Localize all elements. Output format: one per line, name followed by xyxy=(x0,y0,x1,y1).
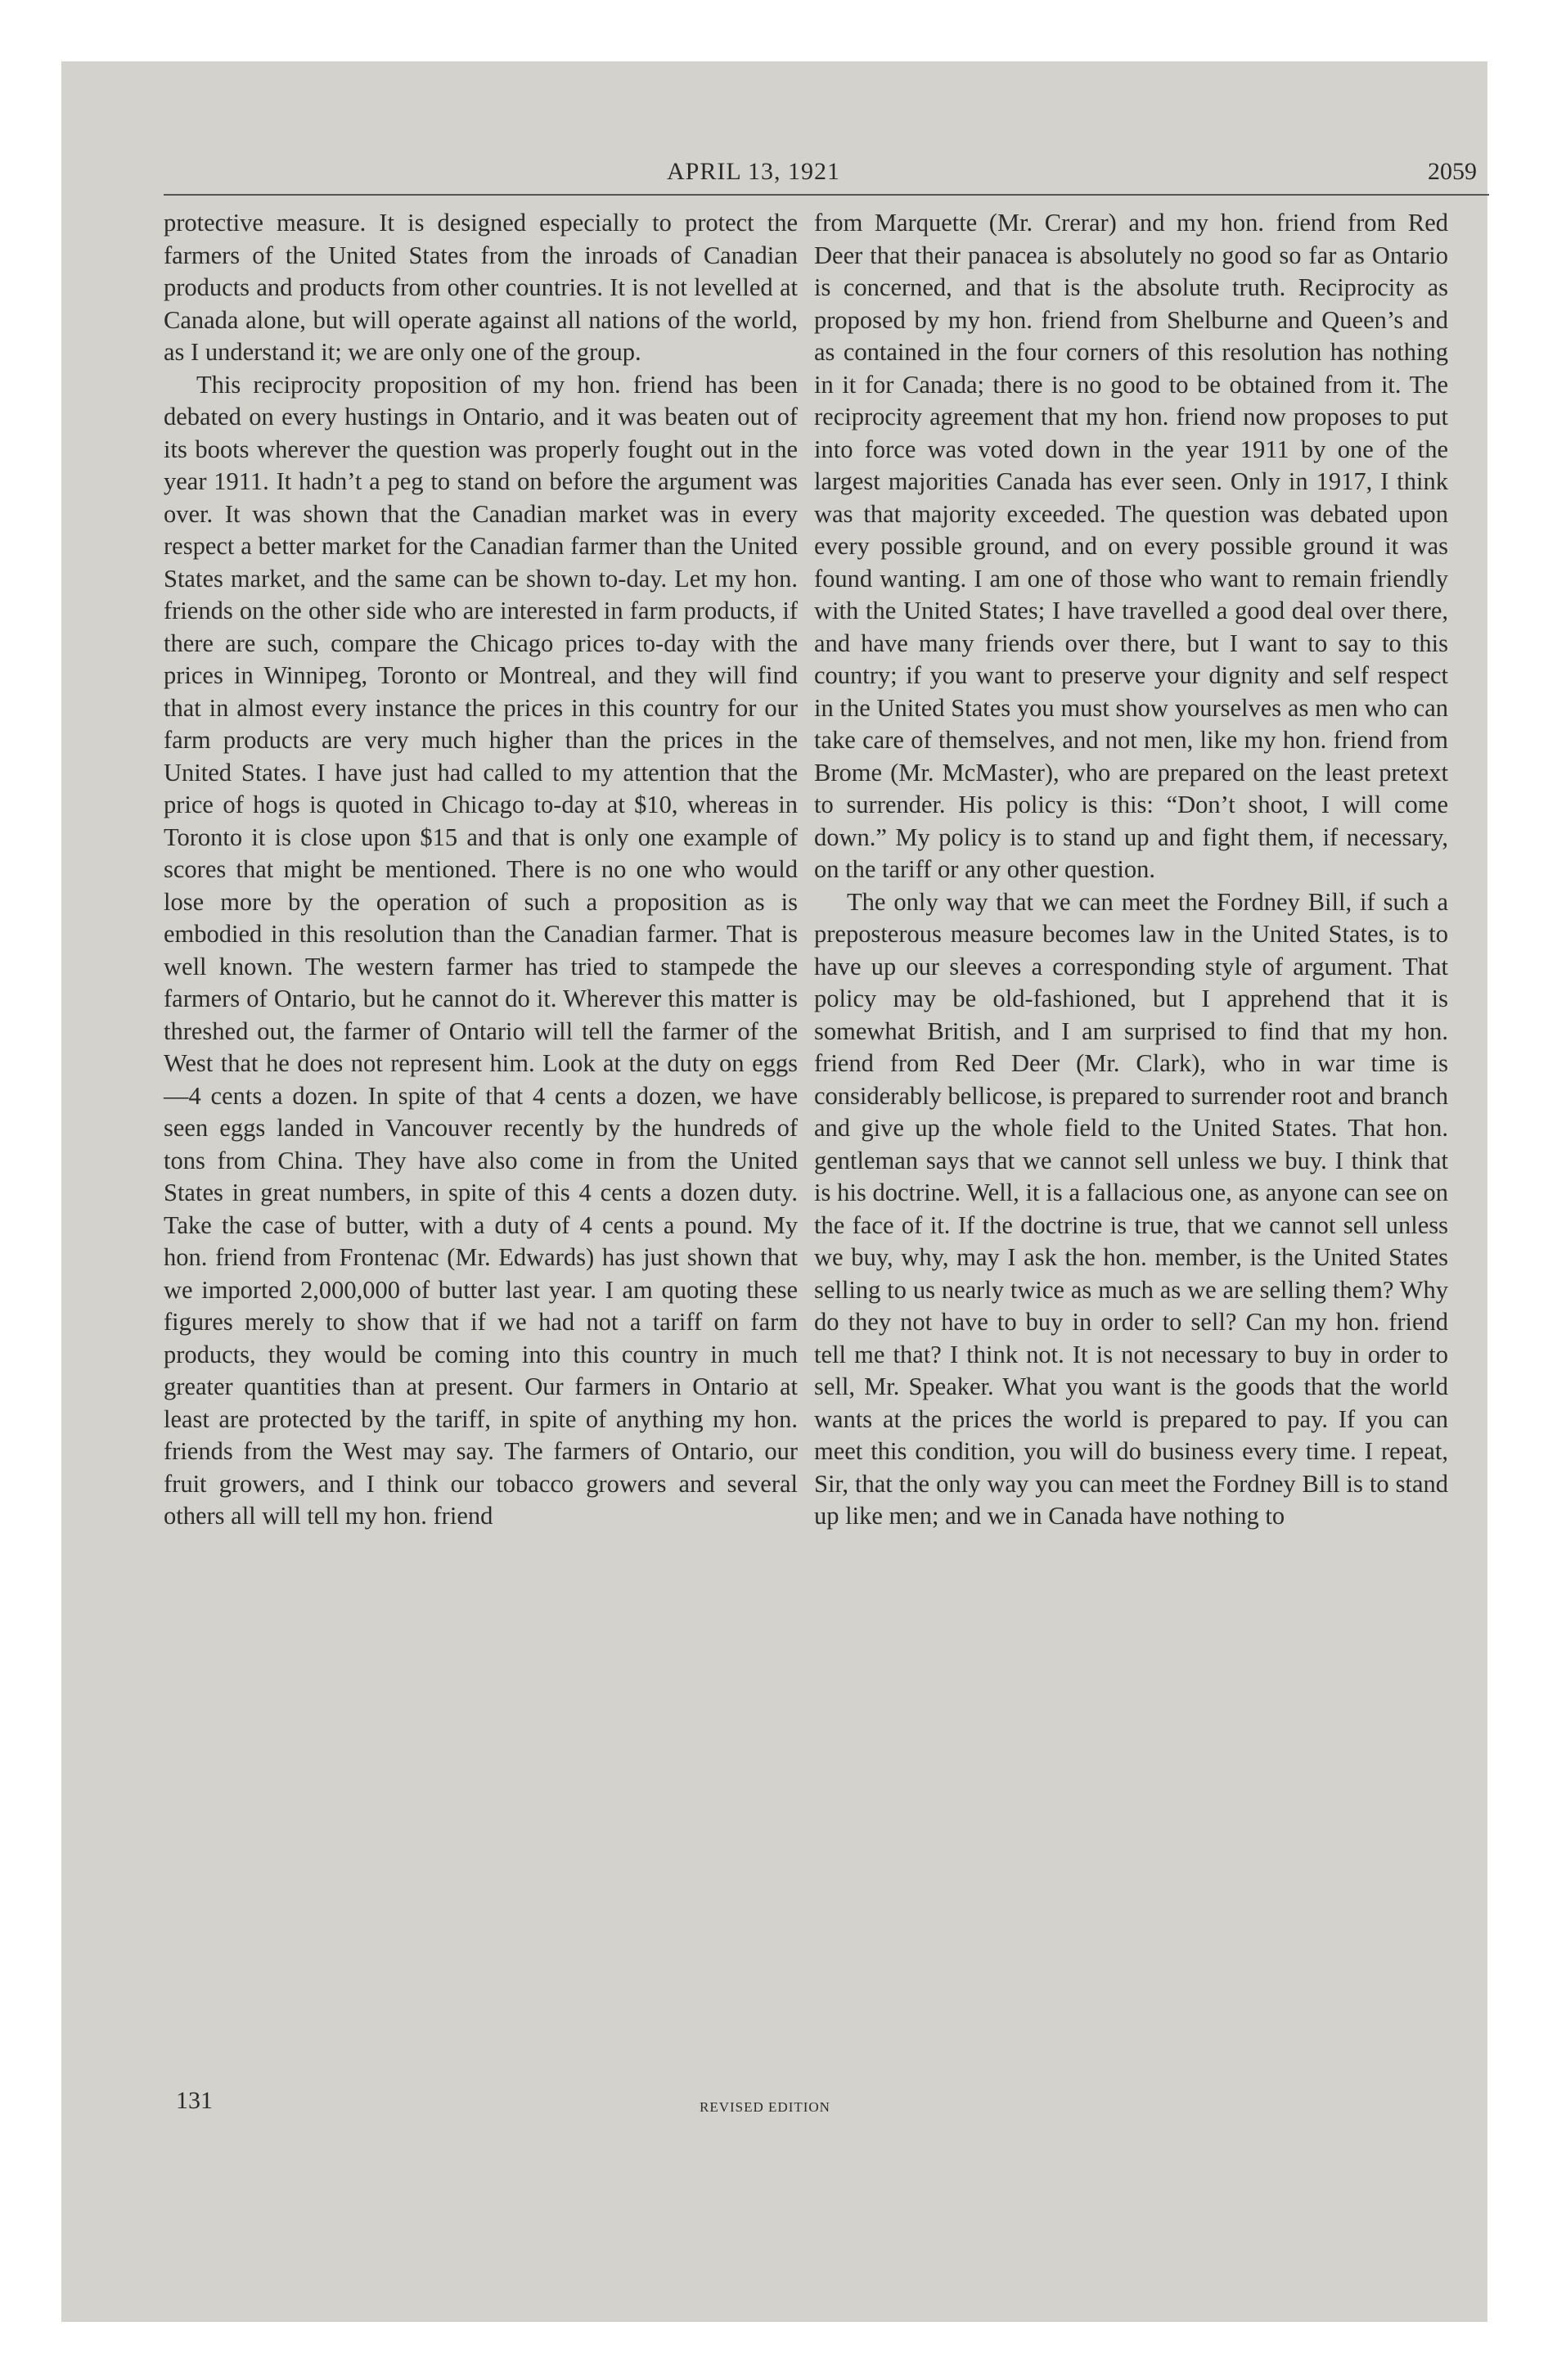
paragraph: protective measure. It is designed especially to protect the farmers of the United States from the inroads of Canadian products and products from other countries. It is not levelled at Canada alone, but will operate against all nations of the world, as I understand it; we are only one of the group. xyxy=(164,209,798,366)
page-number: 2059 xyxy=(1428,158,1477,185)
signature-number: 131 xyxy=(176,2087,213,2114)
paragraph: from Marquette (Mr. Crerar) and my hon. friend from Red Deer that their panacea is absolutely no good so far as Ontario is concerned, and that is the absolute truth. Reciprocity as proposed by my hon. friend from Shelburne and Queen’s and as contained in the four corners of this resolution has nothing in it for Canada; there is no good to be obtained from it. The reciprocity agreement that my hon. friend now proposes to put into force was voted down in the year 1911 by one of the largest majorities Canada has ever seen. Only in 1917, I think was that majority exceeded. The question was debated upon every possible ground, and on every possible ground it was found wanting. I am one of those who want to remain friendly with the United States; I have travelled a good deal over there, and have many friends over there, but I want to say to this country; if you want to preserve your dignity and self respect in the United States you must show yourselves as men who can take care of themselves, and not men, like my hon. friend from Brome (Mr. McMaster), who are prepared on the least pretext to surrender. His policy is this: “Don’t shoot, I will come down.” My policy is to stand up and fight them, if necessary, on the tariff or any other question. xyxy=(814,209,1448,883)
running-header-date: APRIL 13, 1921 xyxy=(667,158,841,185)
edition-label: REVISED EDITION xyxy=(700,2099,830,2115)
header-rule xyxy=(164,194,1489,196)
scanned-page xyxy=(61,61,1487,2322)
document-page xyxy=(61,61,1487,2322)
left-column xyxy=(164,207,798,1533)
paragraph: This reciprocity proposition of my hon. friend has been debated on every hustings in Ontario, and it was beaten out of its boots wherever the question was properly fought out in the year 1911. It hadn’t a peg to stand on before the argument was over. It was shown that the Canadian market was in every respect a better market for the Canadian farmer than the United States market, and the same can be shown to-day. Let my hon. friends on the other side who are interested in farm products, if there are such, compare the Chicago prices to-day with the prices in Winnipeg, Toronto or Montreal, and they will find that in almost every instance the prices in this country for our farm products are very much higher than the prices in the United States. I have just had called to my attention that the price of hogs is quoted in Chicago to-day at $10, whereas in Toronto it is close upon $15 and that is only one example of scores that might be mentioned. There is no one who would lose more by the operation of such a proposition as is embodied in this resolution than the Canadian farmer. That is well known. The western farmer has tried to stampede the farmers of Ontario, but he cannot do it. Wherever this matter is threshed out, the farmer of Ontario will tell the farmer of the West that he does not represent him. Look at the duty on eggs—4 cents a dozen. In spite of that 4 cents a dozen, we have seen eggs landed in Vancouver recently by the hundreds of tons from China. They have also come in from the United States in great numbers, in spite of this 4 cents a dozen duty. Take the case of butter, with a duty of 4 cents a pound. My hon. friend from Frontenac (Mr. Edwards) has just shown that we imported 2,000,000 of butter last year. I am quoting these figures merely to show that if we had not a tariff on farm products, they would be coming into this country in much greater quantities than at present. Our farmers in Ontario at least are protected by the tariff, in spite of anything my hon. friends from the West may say. The farmers of Ontario, our fruit growers, and I think our tobacco growers and several others all will tell my hon. friend xyxy=(164,370,798,1530)
paragraph: The only way that we can meet the Fordney Bill, if such a preposterous measure becomes law in the United States, is to have up our sleeves a corresponding style of argument. That policy may be old-fashioned, but I apprehend that it is somewhat British, and I am surprised to find that my hon. friend from Red Deer (Mr. Clark), who in war time is considerably bellicose, is prepared to surrender root and branch and give up the whole field to the United States. That hon. gentleman says that we cannot sell unless we buy. I think that is his doctrine. Well, it is a fallacious one, as anyone can see on the face of it. If the doctrine is true, that we cannot sell unless we buy, why, may I ask the hon. member, is the United States selling to us nearly twice as much as we are selling them? Why do they not have to buy in order to sell? Can my hon. friend tell me that? I think not. It is not necessary to buy in order to sell, Mr. Speaker. What you want is the goods that the world wants at the prices the world is prepared to pay. If you can meet this condition, you will do business every time. I repeat, Sir, that the only way you can meet the Fordney Bill is to stand up like men; and we in Canada have nothing to xyxy=(814,887,1448,1530)
right-column xyxy=(814,207,1448,1533)
